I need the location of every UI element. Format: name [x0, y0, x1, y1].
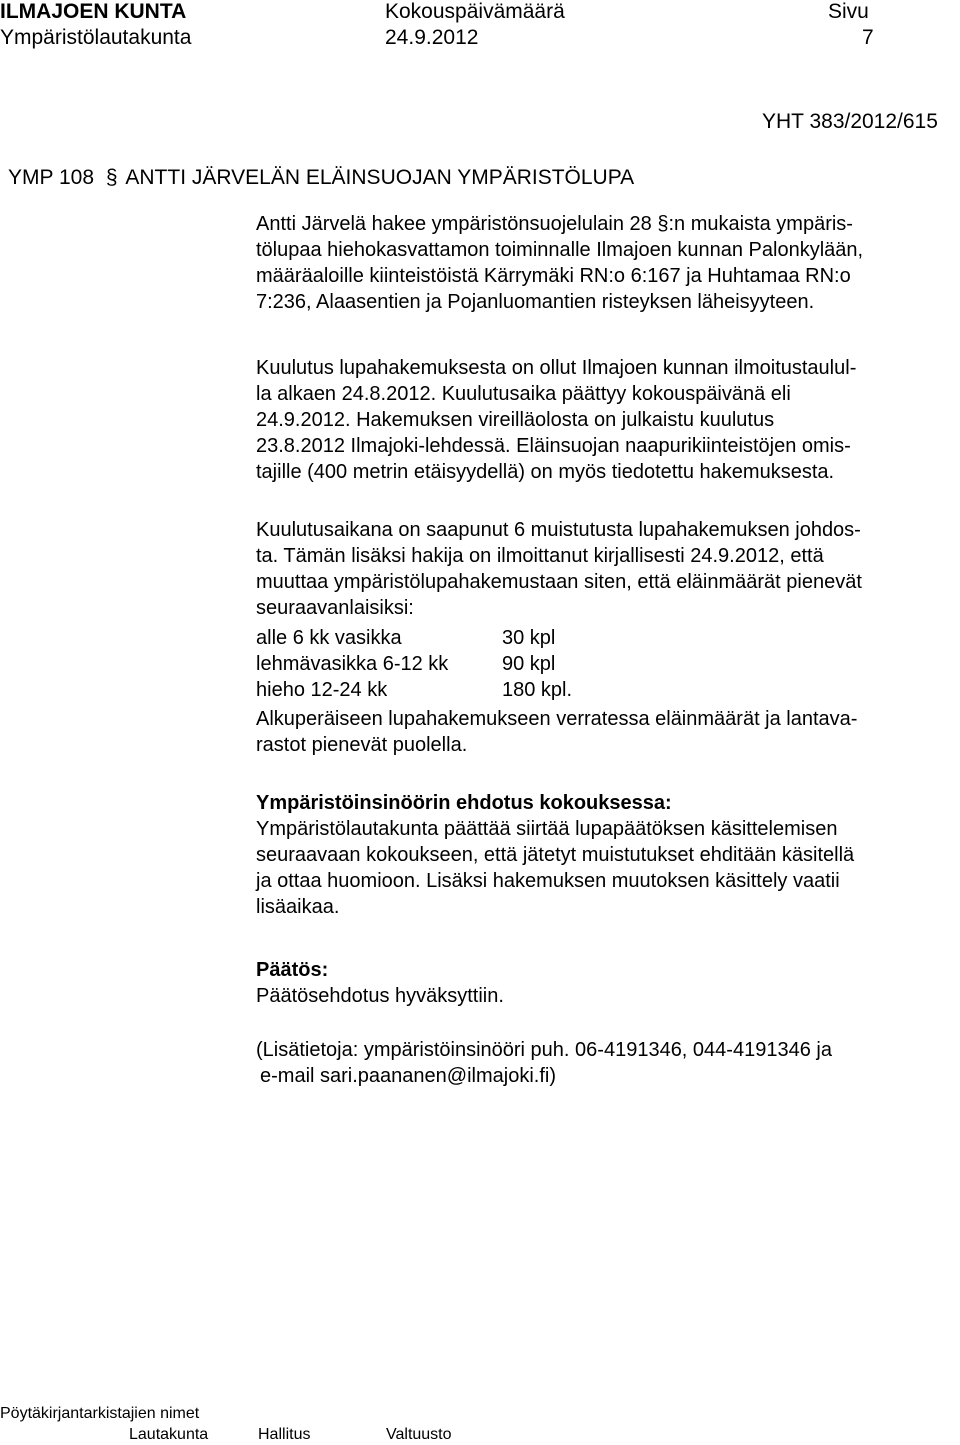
text-line: muuttaa ympäristölupahakemustaan siten, että eläinmäärät pienevät — [256, 571, 862, 593]
footer-checkers-label: Pöytäkirjantarkistajien nimet — [0, 1405, 200, 1422]
text-line: Alkuperäiseen lupahakemukseen verratessa eläinmäärät ja lantava- — [256, 708, 858, 730]
contact-email-line: e-mail sari.paananen@ilmajoki.fi) — [260, 1065, 556, 1087]
contact-line: (Lisätietoja: ympäristöinsinööri puh. 06-4191346, 044-4191346 ja — [256, 1039, 832, 1061]
animal-label: alle 6 kk vasikka — [256, 627, 402, 649]
page-label: Sivu — [828, 0, 869, 23]
text-line: ta. Tämän lisäksi hakija on ilmoittanut kirjallisesti 24.9.2012, että — [256, 545, 824, 567]
page-number: 7 — [862, 26, 874, 49]
proposal-heading: Ympäristöinsinöörin ehdotus kokouksessa: — [256, 792, 672, 814]
text-line: Kuulutus lupahakemuksesta on ollut Ilmajoen kunnan ilmoitustaulul- — [256, 357, 857, 379]
text-line: tajille (400 metrin etäisyydellä) on myös tiedotettu hakemuksesta. — [256, 461, 835, 483]
case-title: ANTTI JÄRVELÄN ELÄINSUOJAN YMPÄRISTÖLUPA — [125, 166, 635, 189]
committee-name: Ympäristölautakunta — [0, 26, 192, 49]
paragraph-application — [256, 211, 956, 315]
animal-count: 90 kpl — [502, 653, 556, 675]
case-number: YMP 108 — [8, 166, 94, 189]
paragraph-announcement — [256, 355, 956, 485]
date-label: Kokouspäivämäärä — [385, 0, 565, 23]
org-name: ILMAJOEN KUNTA — [0, 0, 187, 23]
text-line: Antti Järvelä hakee ympäristönsuojelulain 28 §:n mukaista ympäris- — [256, 213, 853, 235]
section-mark: § — [105, 166, 118, 189]
footer-board-label: Lautakunta — [129, 1426, 209, 1443]
footer-council-label: Valtuusto — [386, 1426, 452, 1443]
decision-heading: Päätös: — [256, 959, 329, 981]
animal-count: 180 kpl. — [502, 679, 573, 701]
text-line: seuraavanlaisiksi: — [256, 597, 414, 619]
text-line: Kuulutusaikana on saapunut 6 muistutusta lupahakemuksen johdos- — [256, 519, 861, 541]
animal-label: hieho 12-24 kk — [256, 679, 388, 701]
case-title-line — [8, 166, 634, 190]
animal-count: 30 kpl — [502, 627, 556, 649]
text-line: Ympäristölautakunta päättää siirtää lupapäätöksen käsittelemisen — [256, 818, 838, 840]
text-line: rastot pienevät puolella. — [256, 734, 468, 756]
text-line: 24.9.2012. Hakemuksen vireilläolosta on julkaistu kuulutus — [256, 409, 775, 431]
text-line: lisäaikaa. — [256, 896, 340, 918]
footer-government-label: Hallitus — [258, 1426, 311, 1443]
text-line: tölupaa hiehokasvattamon toiminnalle Ilmajoen kunnan Palonkylään, — [256, 239, 864, 261]
animal-label: lehmävasikka 6-12 kk — [256, 653, 449, 675]
text-line: seuraavaan kokoukseen, että jätetyt muistutukset ehditään käsitellä — [256, 844, 855, 866]
case-reference: YHT 383/2012/615 — [762, 110, 938, 133]
text-line: la alkaen 24.8.2012. Kuulutusaika päättyy kokouspäivänä eli — [256, 383, 791, 405]
text-line: 23.8.2012 Ilmajoki-lehdessä. Eläinsuojan naapurikiinteistöjen omis- — [256, 435, 851, 457]
decision-text: Päätösehdotus hyväksyttiin. — [256, 985, 504, 1007]
text-line: ja ottaa huomioon. Lisäksi hakemuksen muutoksen käsittely vaatii — [256, 870, 840, 892]
text-line: 7:236, Alaasentien ja Pojanluomantien risteyksen läheisyyteen. — [256, 291, 815, 313]
paragraph-comparison — [256, 706, 956, 758]
meeting-date: 24.9.2012 — [385, 26, 479, 49]
paragraph-objections — [256, 517, 956, 621]
text-line: määräaloille kiinteistöistä Kärrymäki RN:o 6:167 ja Huhtamaa RN:o — [256, 265, 851, 287]
proposal-text — [256, 816, 956, 920]
